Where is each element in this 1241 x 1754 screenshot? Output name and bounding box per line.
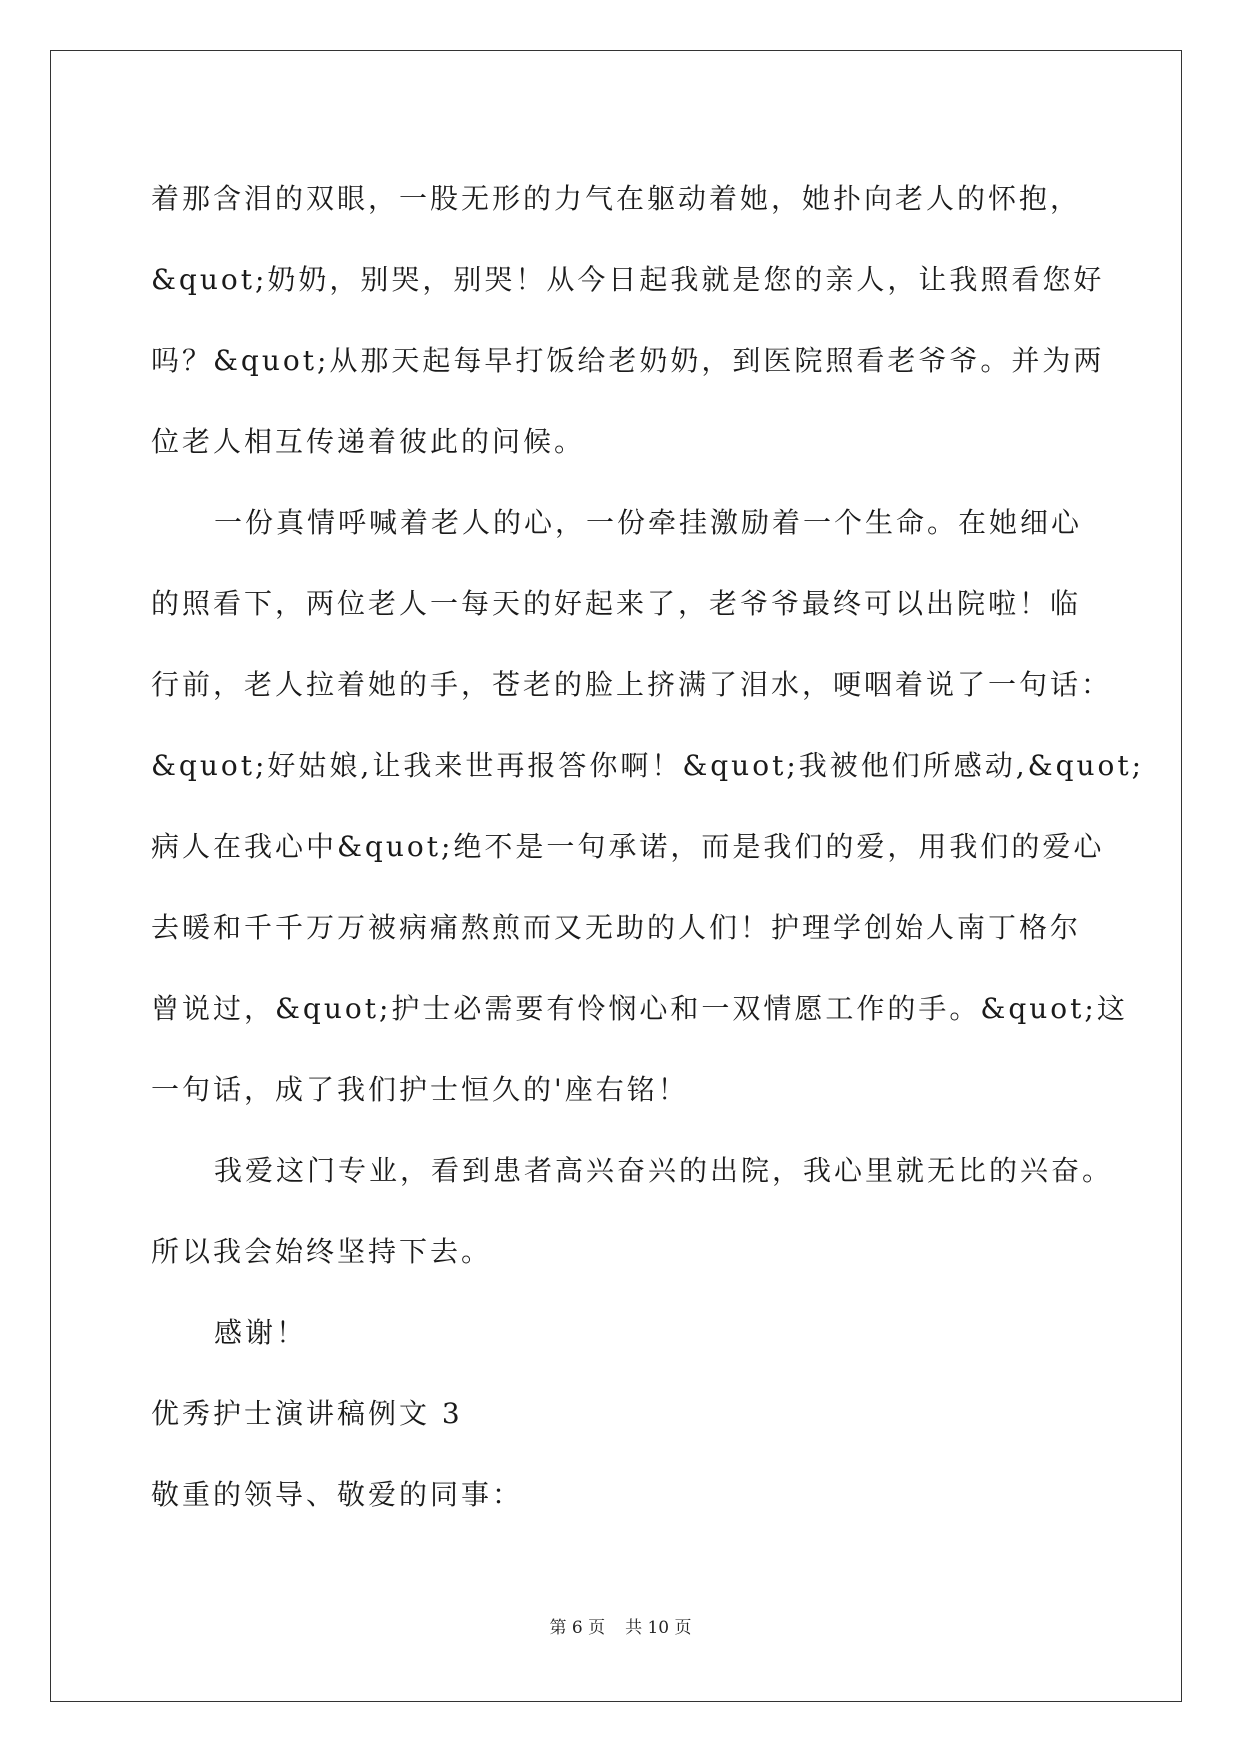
text-line: 位老人相互传递着彼此的问候。 bbox=[151, 425, 586, 458]
page-footer bbox=[0, 1613, 1241, 1638]
text-line: 感谢！ bbox=[214, 1316, 308, 1349]
text-line: 曾说过，&quot;护士必需要有怜悯心和一双情愿工作的手。&quot;这 bbox=[151, 992, 1128, 1025]
text-line: 着那含泪的双眼，一股无形的力气在躯动着她，她扑向老人的怀抱， bbox=[151, 182, 1082, 215]
text-line: 所以我会始终坚持下去。 bbox=[151, 1235, 493, 1268]
text-line: 一句话，成了我们护士恒久的'座右铭！ bbox=[151, 1073, 689, 1106]
text-line: 的照看下，两位老人一每天的好起来了，老爷爷最终可以出院啦！临 bbox=[151, 587, 1082, 620]
page-number: 第 6 页 bbox=[549, 1618, 606, 1638]
text-line: 吗？&quot;从那天起每早打饭给老奶奶，到医院照看老爷爷。并为两 bbox=[151, 344, 1105, 377]
text-line: 我爱这门专业，看到患者高兴奋兴的出院，我心里就无比的兴奋。 bbox=[214, 1154, 1114, 1187]
salutation: 敬重的领导、敬爱的同事： bbox=[151, 1478, 524, 1511]
text-line: 行前，老人拉着她的手，苍老的脸上挤满了泪水，哽咽着说了一句话： bbox=[151, 668, 1113, 701]
text-line: 一份真情呼喊着老人的心，一份牵挂激励着一个生命。在她细心 bbox=[214, 506, 1083, 539]
text-line: 去暖和千千万万被病痛熬煎而又无助的人们！护理学创始人南丁格尔 bbox=[151, 911, 1082, 944]
section-heading: 优秀护士演讲稿例文 3 bbox=[151, 1397, 463, 1430]
text-line: &quot;好姑娘,让我来世再报答你啊！&quot;我被他们所感动,&quot; bbox=[151, 749, 1145, 782]
text-line: 病人在我心中&quot;绝不是一句承诺，而是我们的爱，用我们的爱心 bbox=[151, 830, 1105, 863]
page-total: 共 10 页 bbox=[625, 1618, 692, 1638]
text-line: &quot;奶奶，别哭，别哭！从今日起我就是您的亲人，让我照看您好 bbox=[151, 263, 1105, 296]
document-body bbox=[151, 158, 1145, 1535]
